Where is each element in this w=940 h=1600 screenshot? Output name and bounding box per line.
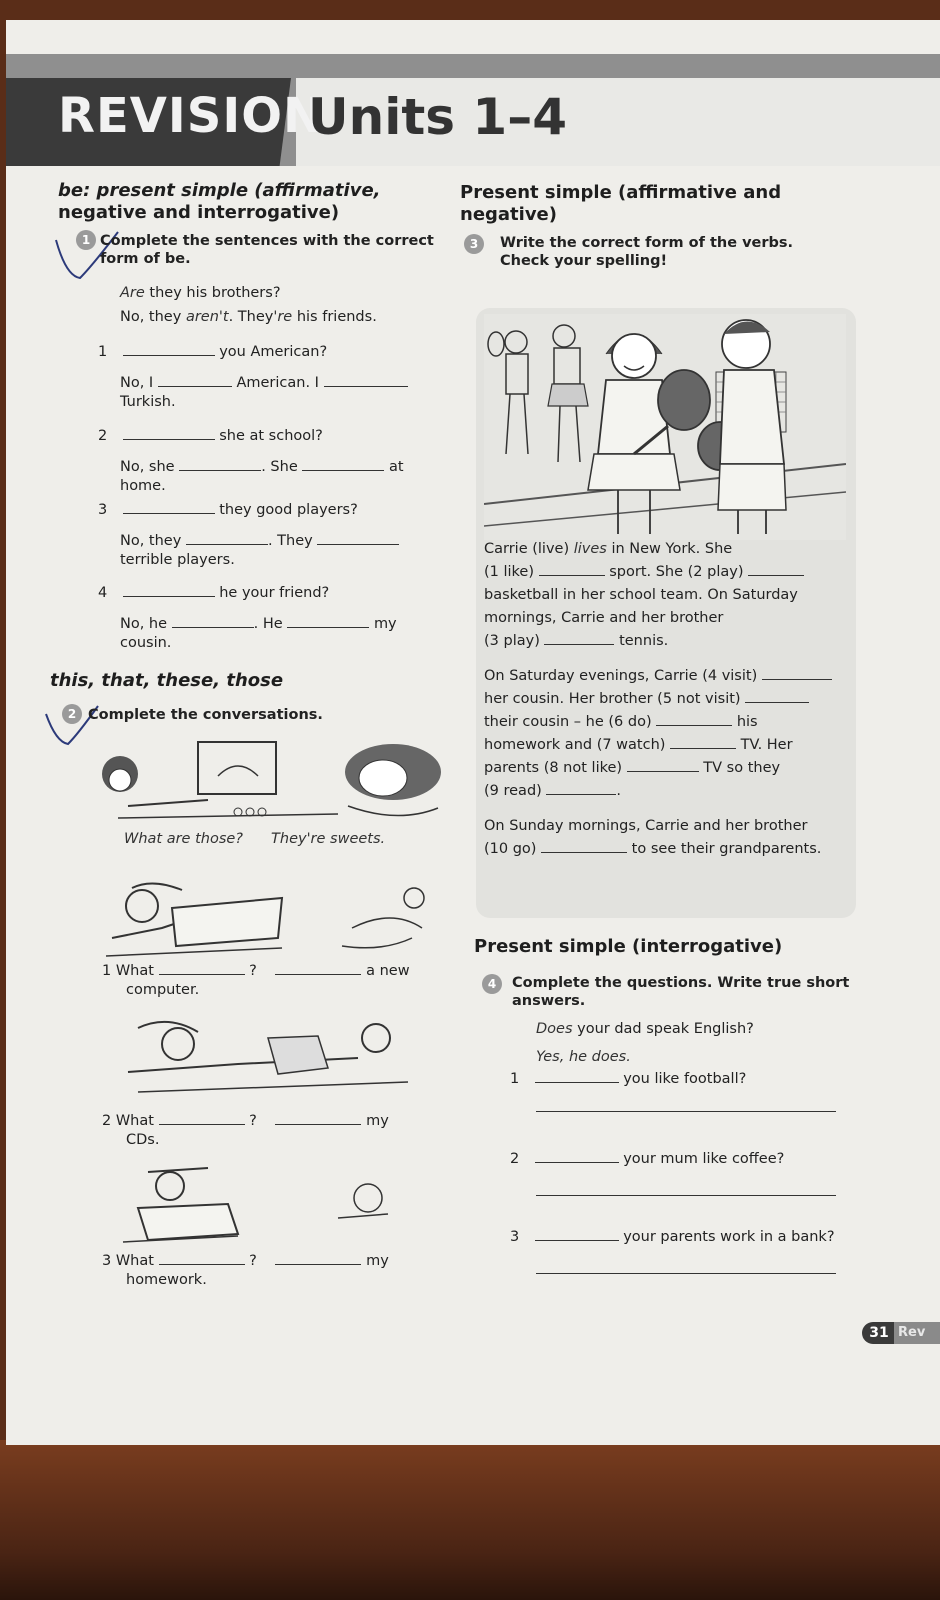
ex2-item-1: 1 What ? a new computer. <box>102 963 410 998</box>
illustration-cds <box>118 1008 418 1104</box>
answer-blank[interactable] <box>317 532 399 545</box>
ex1-example: Are they his brothers? No, they aren't. They're his friends. <box>120 285 377 325</box>
exercise-4-badge: 4 <box>482 974 502 994</box>
answer-blank[interactable] <box>158 374 232 387</box>
ex2-item-3: 3 What ? my homework. <box>102 1253 389 1288</box>
answer-blank[interactable] <box>762 667 832 680</box>
answer-blank[interactable] <box>670 736 736 749</box>
ex4-item-2: 2 your mum like coffee? <box>510 1150 836 1202</box>
answer-blank[interactable] <box>275 1252 361 1265</box>
page-tab-label: Rev <box>894 1322 940 1344</box>
answer-blank[interactable] <box>535 1150 619 1163</box>
answer-blank[interactable] <box>275 1112 361 1125</box>
ex1-item-2: 2 she at school? No, she . She at home. <box>98 428 404 494</box>
answer-blank[interactable] <box>539 563 605 576</box>
exercise-2-badge: 2 <box>62 704 82 724</box>
illustration-sweets <box>98 736 448 826</box>
ex4-example: Does your dad speak English? Yes, he does. <box>536 1021 754 1065</box>
answer-blank[interactable] <box>159 962 245 975</box>
answer-blank[interactable] <box>745 690 809 703</box>
answer-blank[interactable] <box>159 1112 245 1125</box>
answer-blank[interactable] <box>159 1252 245 1265</box>
answer-blank[interactable] <box>535 1070 619 1083</box>
answer-blank[interactable] <box>172 615 254 628</box>
section2-heading: this, that, these, those <box>50 670 284 691</box>
ex4-item-1: 1 you like football? <box>510 1070 836 1118</box>
ex1-item-3: 3 they good players? No, they . They terrible players. <box>98 501 399 570</box>
answer-blank[interactable] <box>544 632 614 645</box>
page-number: 31 <box>862 1322 896 1344</box>
ex4-item-3: 3 your parents work in a bank? <box>510 1228 836 1280</box>
answer-line[interactable] <box>536 1099 836 1112</box>
answer-blank[interactable] <box>535 1228 619 1241</box>
answer-blank[interactable] <box>302 458 384 471</box>
illustration-computer <box>102 868 442 958</box>
section1-heading: be: present simple (affirmative, negative and interrogative) <box>58 180 381 223</box>
ex1-item-4: 4 he your friend? No, he . He my cousin. <box>98 585 397 651</box>
exercise-3-instruction: Write the correct form of the verbs. Check your spelling! <box>500 235 794 269</box>
answer-blank[interactable] <box>186 532 268 545</box>
answer-blank[interactable] <box>546 782 616 795</box>
illustration-homework <box>118 1158 418 1246</box>
answer-blank[interactable] <box>123 501 215 514</box>
ex1-item-1: 1 you American? No, I American. I Turkish. <box>98 343 408 412</box>
answer-line[interactable] <box>536 1183 836 1196</box>
revision-title: REVISION <box>58 88 325 144</box>
answer-blank[interactable] <box>123 427 215 440</box>
ex3-passage: Carrie (live) lives in New York. She (1 like) sport. She (2 play) basketball in her school team. On Saturday mornings, Carrie and her brother (3 play) tennis. On Saturday evenings, Carrie (4 visit) her cousin. Her brother (5 not visit) their cousin – he (6 do) his homework and (7 watch) TV. Her parents (8 not like) TV so they (9 read) . On Sunday mornings, Carrie and her brother (10 go) to see their grandparents. <box>484 538 844 861</box>
exercise-2-instruction: Complete the conversations. <box>88 707 323 723</box>
answer-blank[interactable] <box>287 615 369 628</box>
exercise-1-instruction: Complete the sentences with the correct form of be. <box>100 233 434 267</box>
ex2-item-2: 2 What ? my CDs. <box>102 1113 389 1148</box>
answer-blank[interactable] <box>656 713 732 726</box>
answer-blank[interactable] <box>275 962 361 975</box>
worksheet-page <box>6 20 940 1445</box>
answer-blank[interactable] <box>748 563 804 576</box>
illustration-tennis-players <box>484 314 846 540</box>
exercise-3-badge: 3 <box>464 234 484 254</box>
answer-blank[interactable] <box>324 374 408 387</box>
ex2-example: What are those? They're sweets. <box>124 831 386 847</box>
answer-blank[interactable] <box>541 840 627 853</box>
section3-heading: Present simple (affirmative and negative) <box>460 182 782 225</box>
answer-blank[interactable] <box>627 759 699 772</box>
answer-line[interactable] <box>536 1261 836 1274</box>
answer-blank[interactable] <box>179 458 261 471</box>
exercise-1-badge: 1 <box>76 230 96 250</box>
background-table <box>0 1440 940 1600</box>
answer-blank[interactable] <box>123 343 215 356</box>
answer-blank[interactable] <box>123 584 215 597</box>
exercise-4-instruction: Complete the questions. Write true short answers. <box>512 975 850 1009</box>
units-title: Units 1–4 <box>308 88 567 146</box>
section4-heading: Present simple (interrogative) <box>474 936 783 957</box>
